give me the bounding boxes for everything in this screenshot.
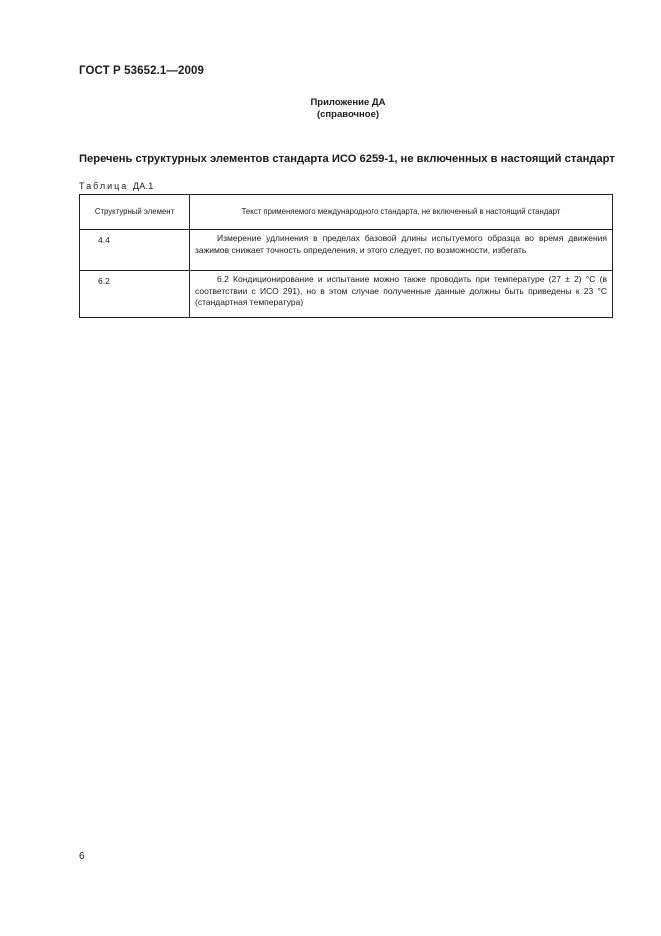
standard-header: ГОСТ Р 53652.1—2009: [79, 65, 204, 77]
row-element: 6.2: [80, 271, 190, 318]
table-caption: [79, 181, 154, 191]
table-header-row: [80, 195, 613, 230]
page-number: 6: [79, 851, 85, 862]
row-text: 6.2 Кондиционирование и испытание можно также проводить при температуре (27 ± 2) °С (в соответствии с ИСО 291), но в этом случае полученные данные должны быть приведены к 23 °С (стандартная температура): [190, 271, 613, 318]
table-caption-number: ДА.1: [132, 181, 154, 191]
row-text: Измерение удлинения в пределах базовой длины испытуемого образца во время движения зажимов снижает точность определения, и этого следует, по возможности, избегать: [190, 230, 613, 271]
section-title: Перечень структурных элементов стандарта ИСО 6259-1, не включенных в настоящий стандарт: [79, 153, 615, 165]
annex-heading: [0, 97, 661, 121]
table-caption-word: Таблица: [79, 181, 129, 191]
table-row: [80, 271, 613, 318]
structural-elements-table: [79, 194, 613, 318]
annex-title: Приложение ДА: [310, 97, 386, 108]
table-row: [80, 230, 613, 271]
column-header-element: Структурный элемент: [80, 195, 190, 230]
annex-type: (справочное): [316, 109, 380, 120]
column-header-text: Текст применяемого международного стандарта, не включенный в настоящий стандарт: [190, 195, 613, 230]
row-element: 4.4: [80, 230, 190, 271]
